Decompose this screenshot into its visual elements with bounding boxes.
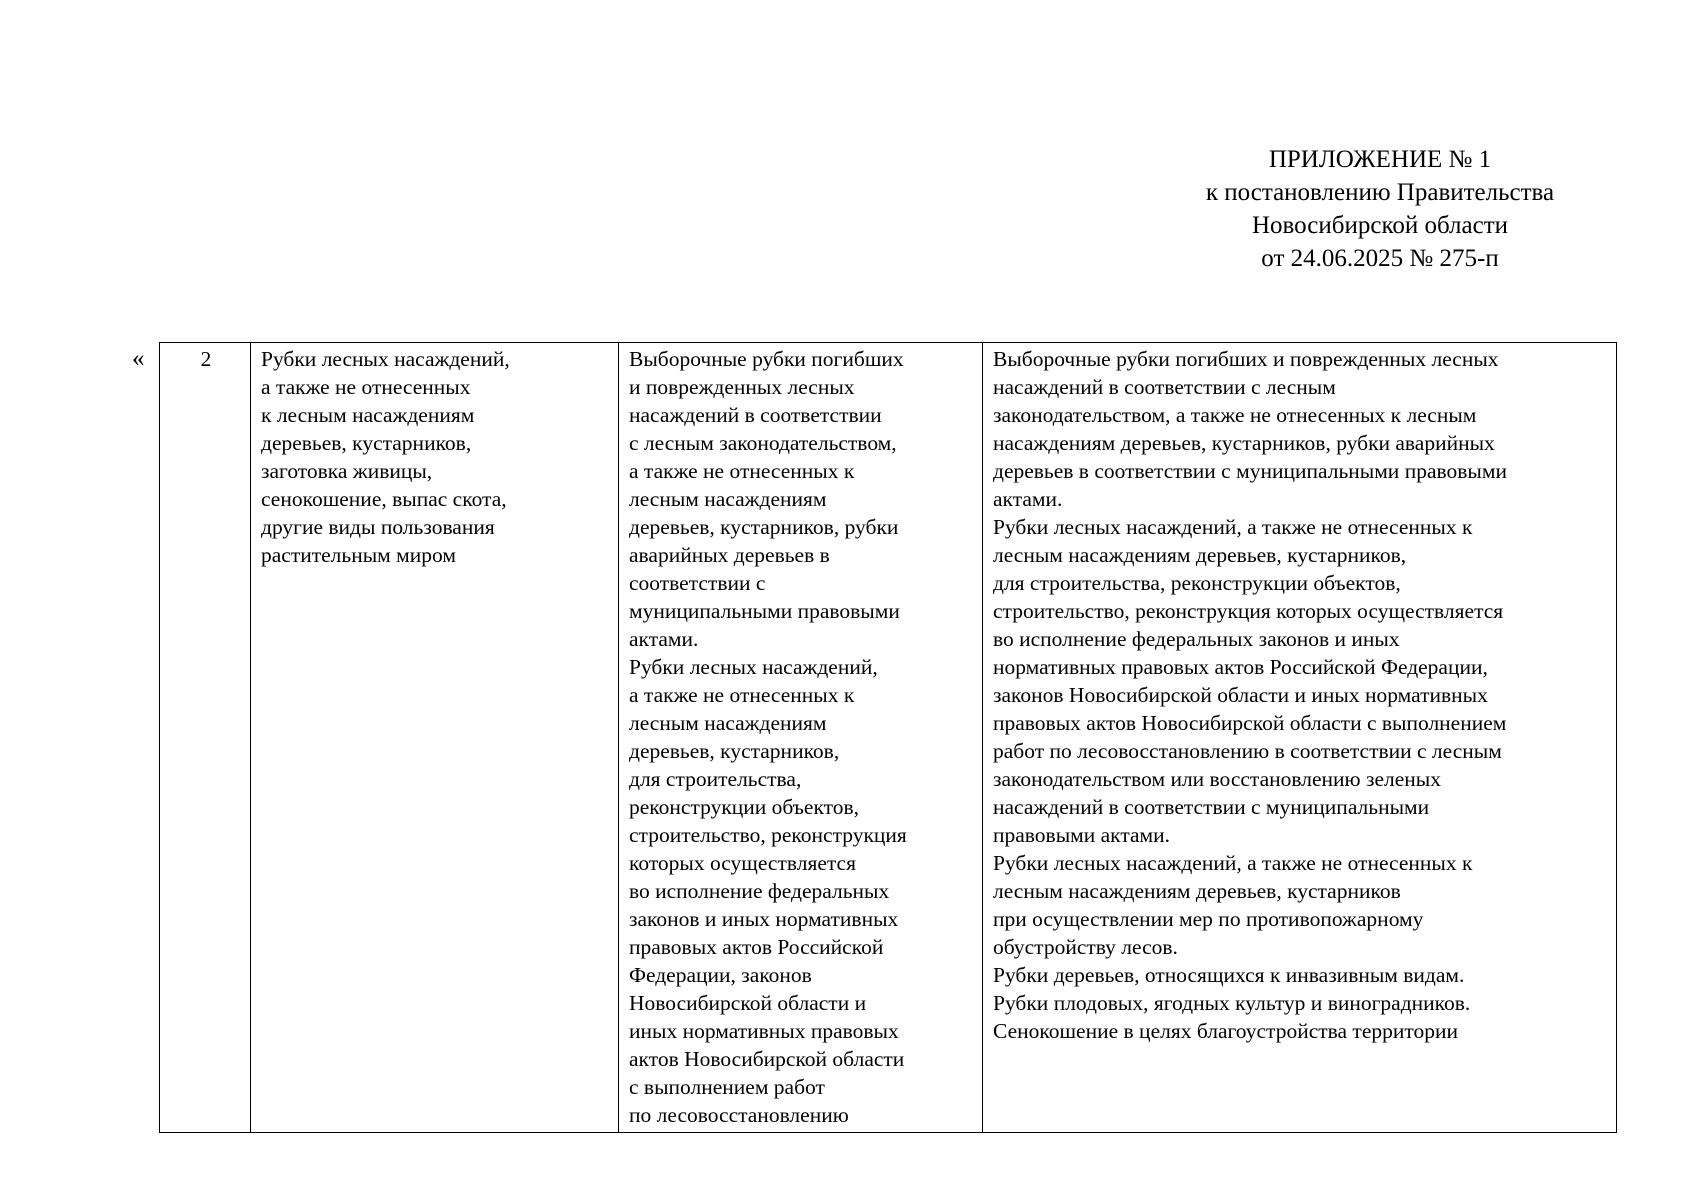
text-line: лесным насаждениям (629, 487, 827, 511)
appendix-date-number: от 24.06.2025 № 275-п (1261, 245, 1499, 272)
appendix-subtitle-line2: Новосибирской области (1251, 212, 1509, 239)
text-line: деревьев, кустарников, рубки (629, 515, 899, 539)
text-line: по лесовосстановлению (629, 1103, 849, 1127)
text-line: насаждений в соответствии (629, 403, 882, 427)
text-line: Выборочные рубки погибших и поврежденных лесных (993, 347, 1499, 371)
text-line: а также не отнесенных (261, 375, 471, 399)
row-number: 2 (200, 347, 212, 371)
text-line: насаждений в соответствии с лесным (993, 375, 1336, 399)
opening-quote: « (132, 345, 145, 372)
text-line: насаждениям деревьев, кустарников, рубки аварийных (993, 431, 1495, 455)
text-line: аварийных деревьев в (629, 543, 830, 567)
text-line: к лесным насаждениям (261, 403, 475, 427)
text-line: Рубки плодовых, ягодных культур и виноградников. (993, 991, 1471, 1015)
text-line: сенокошение, выпас скота, (261, 487, 507, 511)
text-line: иных нормативных правовых (629, 1019, 899, 1043)
new-wording-text (993, 345, 1608, 1045)
text-line: Новосибирской области и (629, 991, 867, 1015)
text-line: при осуществлении мер по противопожарному (993, 907, 1424, 931)
text-line: законодательством или восстановлению зеленых (993, 767, 1441, 791)
text-line: деревьев, кустарников, (629, 739, 840, 763)
text-line: и поврежденных лесных (629, 375, 855, 399)
text-line: Рубки лесных насаждений, а также не отнесенных к (993, 851, 1473, 875)
appendix-subtitle-line1: к постановлению Правительства (1205, 179, 1555, 206)
text-line: растительным миром (261, 543, 456, 567)
text-line: Выборочные рубки погибших (629, 347, 904, 371)
text-line: реконструкции объектов, (629, 795, 860, 819)
text-line: правовыми актами. (993, 823, 1171, 847)
text-line: актами. (629, 627, 699, 651)
text-line: а также не отнесенных к (629, 683, 855, 707)
activity-type-text (261, 345, 610, 569)
table-row (160, 343, 1617, 1133)
text-line: актов Новосибирской области (629, 1047, 905, 1071)
text-line: актами. (993, 487, 1063, 511)
text-line: законодательством, а также не отнесенных к лесным (993, 403, 1477, 427)
text-line: соответствии с (629, 571, 766, 595)
text-line: муниципальными правовыми (629, 599, 900, 623)
text-line: заготовка живицы, (261, 459, 433, 483)
text-line: законов и иных нормативных (629, 907, 899, 931)
text-line: насаждений в соответствии с муниципальными (993, 795, 1430, 819)
old-wording-text (629, 345, 974, 1129)
text-line: строительство, реконструкция которых осуществляется (993, 599, 1504, 623)
text-line: другие виды пользования (261, 515, 495, 539)
text-line: обустройству лесов. (993, 935, 1178, 959)
text-line: с выполнением работ (629, 1075, 825, 1099)
text-line: Рубки деревьев, относящихся к инвазивным видам. (993, 963, 1465, 987)
text-line: работ по лесовосстановлению в соответствии с лесным (993, 739, 1502, 763)
text-line: строительство, реконструкция (629, 823, 907, 847)
text-line: лесным насаждениям (629, 711, 827, 735)
text-line: Сенокошение в целях благоустройства территории (993, 1019, 1458, 1043)
text-line: для строительства, реконструкции объектов, (993, 571, 1401, 595)
text-line: лесным насаждениям деревьев, кустарников (993, 879, 1401, 903)
text-line: Рубки лесных насаждений, а также не отнесенных к (993, 515, 1473, 539)
text-line: лесным насаждениям деревьев, кустарников, (993, 543, 1407, 567)
old-wording-cell (619, 343, 983, 1133)
appendix-title: ПРИЛОЖЕНИЕ № 1 (1268, 146, 1492, 173)
text-line: правовых актов Новосибирской области с выполнением (993, 711, 1507, 735)
row-number-cell (160, 343, 251, 1133)
text-line: во исполнение федеральных законов и иных (993, 627, 1400, 651)
text-line: деревьев, кустарников, (261, 431, 472, 455)
appendix-header (1150, 143, 1610, 275)
text-line: а также не отнесенных к (629, 459, 855, 483)
text-line: для строительства, (629, 767, 802, 791)
text-line: правовых актов Российской (629, 935, 884, 959)
text-line: нормативных правовых актов Российской Федерации, (993, 655, 1488, 679)
text-line: Федерации, законов (629, 963, 812, 987)
text-line: которых осуществляется (629, 851, 856, 875)
amendment-table (159, 342, 1617, 1133)
text-line: деревьев в соответствии с муниципальными правовыми (993, 459, 1507, 483)
text-line: Рубки лесных насаждений, (261, 347, 510, 371)
new-wording-cell (983, 343, 1617, 1133)
activity-type-cell (251, 343, 619, 1133)
text-line: Рубки лесных насаждений, (629, 655, 878, 679)
text-line: законов Новосибирской области и иных нормативных (993, 683, 1488, 707)
text-line: во исполнение федеральных (629, 879, 890, 903)
text-line: с лесным законодательством, (629, 431, 897, 455)
